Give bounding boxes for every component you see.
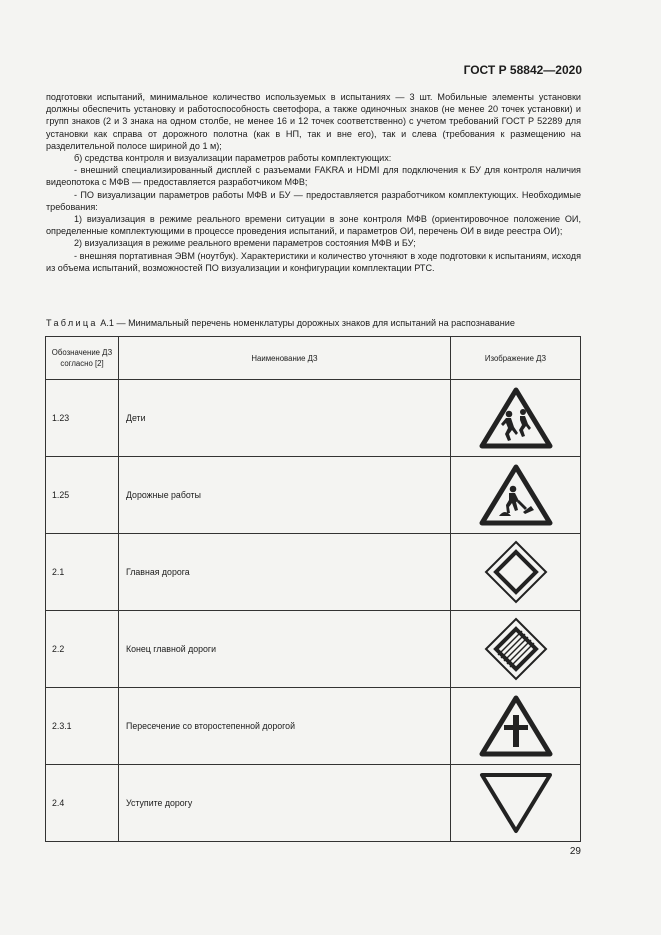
end-priority-road-sign-icon [483,616,549,682]
crossroad-minor-sign-icon [479,695,553,757]
header-name: Наименование ДЗ [119,337,451,380]
sign-name: Конец главной дороги [119,611,451,688]
paragraph: - внешняя портативная ЭВМ (ноутбук). Характеристики и количество уточняют в ходе подготовки к испытаниям, исходя из объема испытаний, возможностей ПО визуализации и конфигурации комплектации РТС. [46,250,581,273]
sign-code: 2.2 [46,611,119,688]
paragraph: б) средства контроля и визуализации параметров работы комплектующих: [74,153,392,164]
page-number: 29 [569,846,581,857]
children-warning-sign-icon [479,387,553,449]
sign-code: 1.23 [46,380,119,457]
sign-code: 2.3.1 [46,688,119,765]
paragraph: - внешний специализированный дисплей с разъемами FAKRA и HDMI для подключения к БУ для контроля наличия видеопотока с МФВ — предоставляется разработчиком МФВ; [46,165,581,188]
table-row [46,457,581,534]
table-row [46,380,581,457]
give-way-sign-icon [479,772,553,834]
sign-code: 2.4 [46,765,119,842]
paragraph: 1) визуализация в режиме реального времени ситуации в зоне контроля МФВ (ориентировочное положение ОИ, определенные комплектующими в процессе проведения испытаний, и параметров ОИ, перечень ОИ в виде реестра ОИ); [46,214,581,237]
sign-name: Дорожные работы [119,457,451,534]
document-header: ГОСТ Р 58842—2020 [463,63,582,77]
header-image: Изображение ДЗ [451,337,581,380]
table-row [46,765,581,842]
sign-code: 2.1 [46,534,119,611]
sign-name: Дети [119,380,451,457]
table-row [46,688,581,765]
table-caption-word: Таблица [46,318,98,328]
table-caption-text: А.1 — Минимальный перечень номенклатуры дорожных знаков для испытаний на распознавание [100,318,515,328]
roadworks-warning-sign-icon [479,464,553,526]
sign-name: Пересечение со второстепенной дорогой [119,688,451,765]
sign-code: 1.25 [46,457,119,534]
road-signs-table [45,336,581,842]
table-caption [46,318,515,328]
table-header-row [46,337,581,380]
table-row [46,611,581,688]
body-text [46,91,581,274]
priority-road-sign-icon [483,539,549,605]
sign-name: Уступите дорогу [119,765,451,842]
sign-name: Главная дорога [119,534,451,611]
table-row [46,534,581,611]
paragraph: - ПО визуализации параметров работы МФВ и БУ — предоставляется разработчиком комплектующих. Необходимые требования: [46,189,581,212]
paragraph: 2) визуализация в режиме реального времени параметров состояния МФВ и БУ; [74,238,416,249]
header-code: Обозначение ДЗ согласно [2] [46,337,119,380]
paragraph: подготовки испытаний, минимальное количество используемых в испытаниях — 3 шт. Мобильные элементы установки должны обеспечить установку и работоспособность светофора, а также одиночных знаков (не менее 20 точек установки) и групп знаков (2 и 3 знака на одном столбе, не менее 16 и 12 точек соответственно) с учетом требований ГОСТ Р 52289 для установки как справа от дорожного полотна (как в НП, так и вне его), так и слева (требования к размещению на разделительной полосе шириной до 1 м); [46,92,581,151]
